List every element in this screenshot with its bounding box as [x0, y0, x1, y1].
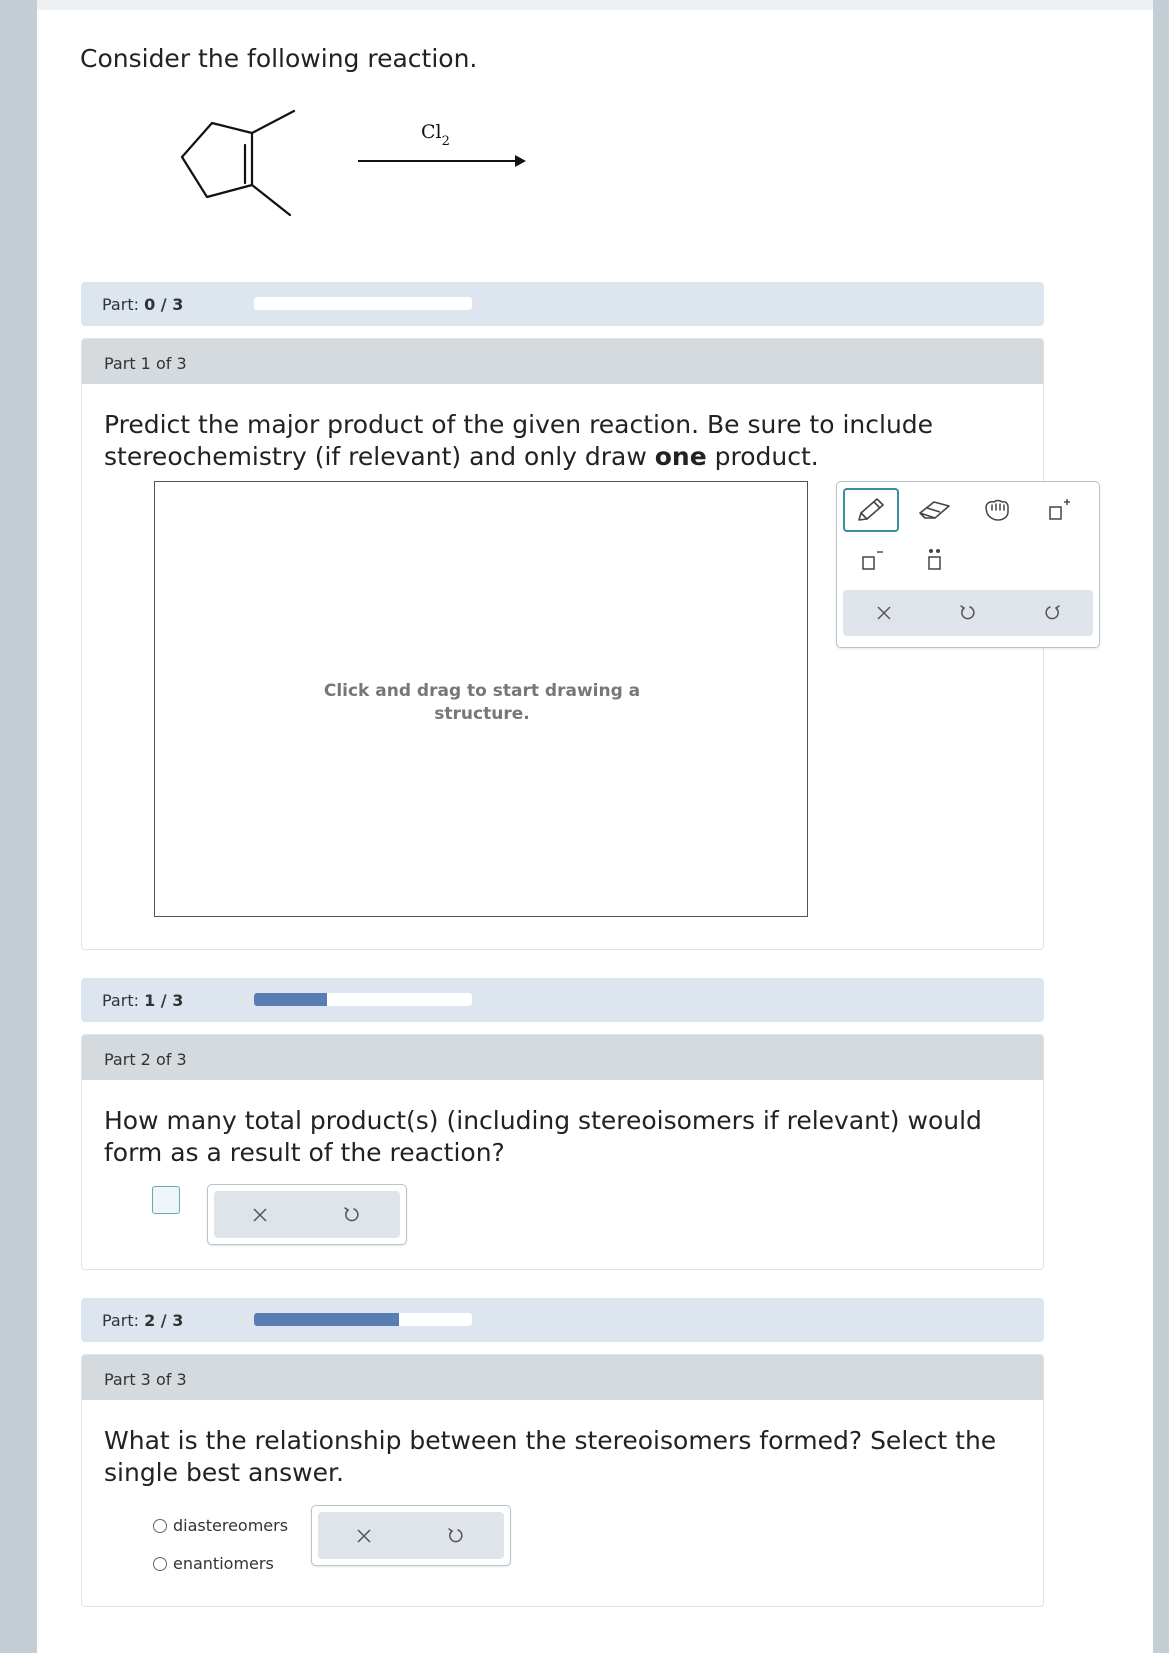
progress-band-0	[81, 282, 1044, 326]
lone-pair-icon[interactable]	[906, 538, 962, 582]
drawing-action-bar	[843, 590, 1093, 636]
arrow-head	[515, 155, 526, 167]
progress-bar	[254, 1313, 472, 1326]
assignment-page	[37, 0, 1153, 1653]
radio-button[interactable]	[153, 1519, 167, 1533]
progress-label: Part: 2 / 3	[102, 1311, 184, 1330]
undo-icon[interactable]	[948, 593, 988, 633]
progress-bar	[254, 993, 472, 1006]
reaction-scheme	[137, 100, 557, 230]
radio-button[interactable]	[153, 1557, 167, 1571]
option-diastereomers[interactable]: diastereomers	[153, 1516, 288, 1535]
undo-icon[interactable]	[436, 1516, 476, 1556]
progress-bar	[254, 297, 472, 310]
pencil-icon[interactable]	[843, 488, 899, 532]
drawing-canvas[interactable]	[154, 481, 808, 917]
part-1-header: Part 1 of 3	[82, 339, 1043, 384]
plus-charge-icon[interactable]	[1030, 488, 1086, 532]
part-2-action-panel	[207, 1184, 407, 1245]
reagent-label: $Cl_2$	[421, 121, 450, 149]
part-3-action-panel	[311, 1505, 511, 1566]
undo-icon[interactable]	[332, 1195, 372, 1235]
part-3-header: Part 3 of 3	[82, 1355, 1043, 1400]
top-bar	[37, 0, 1153, 10]
part-2-question: How many total product(s) (including stereoisomers if relevant) would form as a result of the reaction?	[104, 1106, 982, 1167]
drawing-toolbar	[836, 481, 1100, 648]
progress-band-2	[81, 1298, 1044, 1342]
clear-icon[interactable]	[240, 1195, 280, 1235]
progress-label: Part: 0 / 3	[102, 295, 184, 314]
clear-icon[interactable]	[864, 593, 904, 633]
part-1-question: Predict the major product of the given reaction. Be sure to include stereochemistry (if relevant) and only draw one product.	[104, 410, 934, 471]
eraser-icon[interactable]	[906, 488, 962, 532]
intro-text: Consider the following reaction.	[80, 44, 478, 73]
redo-icon[interactable]	[1032, 593, 1072, 633]
clear-icon[interactable]	[344, 1516, 384, 1556]
minus-charge-icon[interactable]	[843, 538, 899, 582]
part-2-panel	[81, 1034, 1044, 1270]
canvas-hint: Click and drag to start drawing a structure.	[323, 681, 641, 724]
part-3-panel	[81, 1354, 1044, 1607]
part-1-panel	[81, 338, 1044, 950]
answer-input[interactable]	[152, 1186, 180, 1214]
progress-label: Part: 1 / 3	[102, 991, 184, 1010]
part-3-action-bar	[318, 1512, 504, 1559]
methylcyclopentene-structure	[182, 111, 294, 215]
part-3-question: What is the relationship between the stereoisomers formed? Select the single best answer.	[104, 1426, 997, 1487]
part-2-header: Part 2 of 3	[82, 1035, 1043, 1080]
part-2-action-bar	[214, 1191, 400, 1238]
hand-icon[interactable]	[968, 488, 1024, 532]
option-enantiomers[interactable]: enantiomers	[153, 1554, 274, 1573]
progress-band-1	[81, 978, 1044, 1022]
